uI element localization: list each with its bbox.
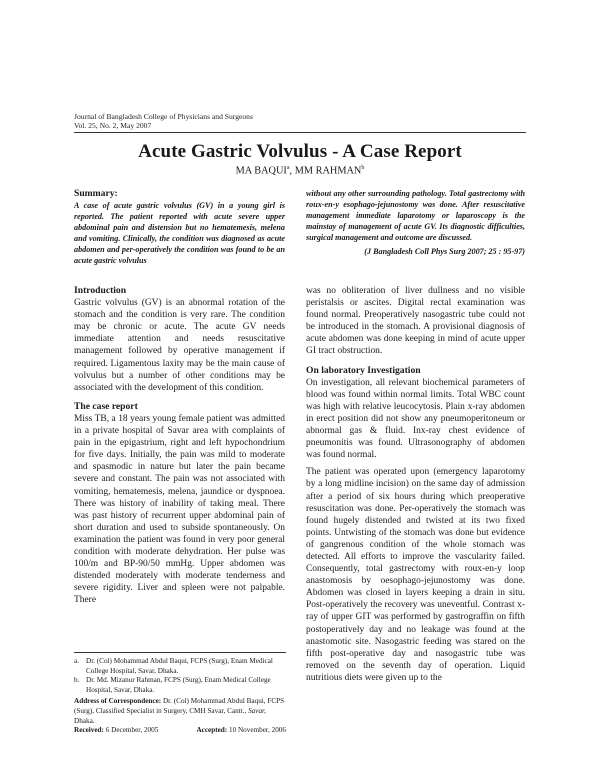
footnote-b-mark: b.	[74, 676, 80, 685]
footnote-a-text: Dr. (Col) Mohammad Abdul Baqui, FCPS (Surg), Enam Medical College Hospital, Savar, Dhaka.	[86, 657, 273, 675]
received-label: Received:	[74, 726, 104, 735]
accepted-value: 10 November, 2006	[227, 726, 286, 735]
footnote-divider	[74, 652, 286, 653]
correspondence-label: Address of Correspondence:	[74, 697, 162, 706]
summary-right	[306, 188, 525, 258]
accepted-date	[196, 726, 286, 736]
author-2: MM RAHMAN	[294, 165, 362, 177]
journal-header	[74, 112, 253, 131]
lab-heading: On laboratory Investigation	[306, 364, 421, 376]
introduction-text: Gastric volvulus (GV) is an abnormal rotation of the stomach and the condition is very rare. The condition may be chronic or acute. The acute GV needs immediate attention and needs resuscitative management followed by operative management if required. Ligamentous laxity may be the main cause of volvulus but a number of other conditions may be associated with the development of this condition.	[74, 298, 285, 393]
received-accepted	[74, 726, 286, 736]
footnote-a-mark: a.	[74, 657, 79, 665]
operation-text: The patient was operated upon (emergency laparotomy by a long midline incision) on the same day of admission after a period of six hours during which preoperative resuscitation was done. Per-operatively the stomach was found hugely distended and twisted at its two fixed points. Untwisting of the stomach was done but evidence of gangrenous condition of the whole stomach was detected. All efforts to improve the vascularity failed. Consequently, total gastrectomy with roux-en-y loop anastomosis by oesophago-jejunostomy was done. Abdomen was closed in layers keeping a drain in situ. Post-operatively the recovery was uneventful. Contrast x-ray of upper GIT was performed by gastrograffin on fifth postoperatively day and no leakage was found at the anastomotic site. Nasogastric feeding was stared on the fifth post-operative day and nasogastric tube was removed on the seventh day of operation. Liquid nutritious diets were given up to the	[306, 467, 525, 683]
lab-text: On investigation, all relevant biochemical parameters of blood was found within normal limits. Total WBC count was high with relative leucocytosis. Plain x-ray abdomen in erect position did not show any pneumoperitoneum or abnormal gas & fluid. Inx-ray chest evidence of pneumonitis was found. Ultrasonography of abdomen was found normal.	[306, 377, 525, 461]
right-column	[306, 285, 525, 684]
correspondence-place: Savar,	[248, 706, 266, 715]
citation: (J Bangladesh Coll Phys Surg 2007; 25 : 95-97)	[364, 247, 525, 256]
summary-text-left: A case of acute gastric volvulus (GV) in a young girl is reported. The patient reported with acute severe upper abdominal pain and distension but no hematemesis, melena and vomiting. Clinically, the condition was diagnosed as acute abdomen and per-operatively the condition was found to be an acute gastric volvulus	[74, 201, 285, 266]
case-report-continued: was no obliteration of liver dullness and no visible peristalsis or ascites. Digital rectal examination was found normal. Preoperatively nasogastric tube could not be introduced in the stomach. A provisional diagnosis of acute abdomen was done keeping in mind of acute upper GI tract obstruction.	[306, 286, 525, 357]
correspondence-address: Dr. (Col) Mohammad Abdul Baqui, FCPS (Surg), Classified Specialist in Surgery, CMH Savar, Cantt.,	[74, 697, 285, 715]
accepted-label: Accepted:	[196, 726, 228, 735]
correspondence	[74, 697, 286, 726]
author-1-affiliation: a	[286, 165, 290, 171]
received-date	[74, 726, 158, 736]
case-report-heading: The case report	[74, 400, 138, 412]
received-value: 6 December, 2005	[103, 726, 159, 735]
left-column	[74, 285, 285, 606]
article-title: Acute Gastric Volvulus - A Case Report	[138, 141, 462, 162]
author-separator: ,	[289, 165, 295, 177]
summary-heading: Summary:	[74, 188, 118, 199]
journal-volume: Vol. 25, No. 2, May 2007	[74, 121, 152, 131]
introduction-heading: Introduction	[74, 285, 127, 296]
footnote-a	[74, 657, 286, 676]
authors	[0, 165, 600, 176]
summary-text-right: without any other surrounding pathology. Total gastrectomy with roux-en-y esophago-jejunostomy was done. After resuscitative management immediate laparotomy or laparoscopy is the mainstay of management of acute GV. Its diagnostic difficulties, surgical management and outcome are discussed.	[306, 189, 525, 242]
author-1: MA BAQUI	[235, 165, 287, 177]
case-report-text: Miss TB, a 18 years young female patient was admitted in a private hospital of Savar area with complaints of pain in the epigastrium, right and left hypochondrium for five days. Initially, the pain was mild to moderate and spasmodic in nature but later the pain became severe and constant. The pain was not associated with vomiting, hematemesis, melena, jaundice or dyspnoea. There was history of inability of taking meal. There was past history of recurrent upper abdominal pain of short duration and used to subside spontaneously. On examination the patient was found in very poor general condition with moderate dehydration. Her pulse was 100/m and BP-90/50 mmHg. Upper abdomen was distended moderately with moderate tenderness and severe rigidity. Liver and spleen were not palpable. There	[74, 413, 285, 606]
footnotes	[74, 657, 286, 736]
author-2-affiliation: b	[361, 165, 365, 171]
summary-left	[74, 188, 285, 266]
footnote-b-text: Dr. Md. Mizanur Rahman, FCPS (Surg), Enam Medical College Hospital, Savar, Dhaka.	[86, 676, 271, 694]
journal-name: Journal of Bangladesh College of Physicians and Surgeons	[74, 112, 253, 121]
footnote-b	[74, 676, 286, 695]
header-divider	[74, 132, 526, 133]
correspondence-city: Dhaka.	[74, 716, 95, 725]
